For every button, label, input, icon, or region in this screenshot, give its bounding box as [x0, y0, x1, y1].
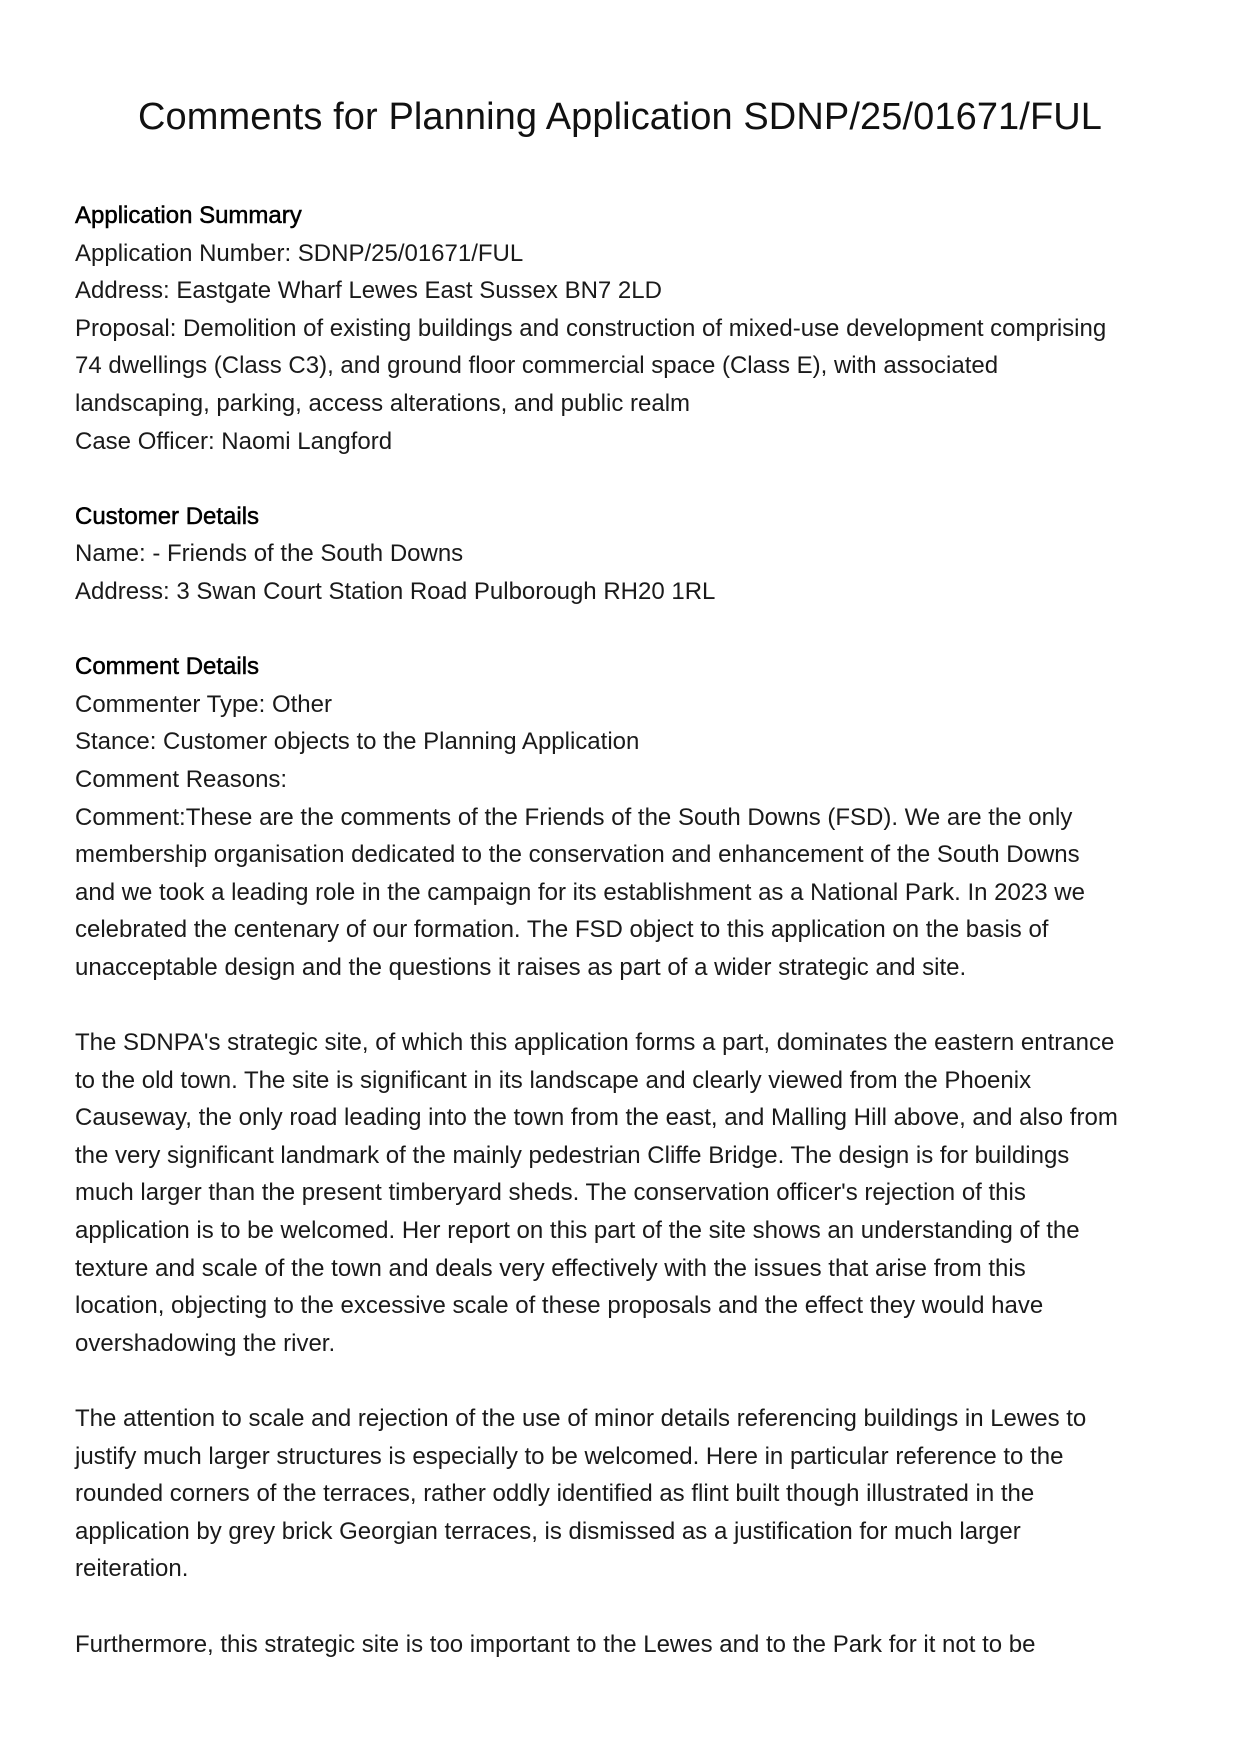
customer-details-section	[75, 498, 1175, 611]
comment-line: Furthermore, this strategic site is too important to the Lewes and to the Park for it not to be	[75, 1630, 1036, 1658]
comment-line: the very significant landmark of the mainly pedestrian Cliffe Bridge. The design is for buildings	[75, 1141, 1070, 1169]
document-body	[75, 197, 1175, 1701]
comment-paragraph	[75, 799, 1175, 987]
comment-line: Comment:These are the comments of the Friends of the South Downs (FSD). We are the only	[75, 803, 1073, 831]
proposal-line: landscaping, parking, access alterations, and public realm	[75, 389, 691, 417]
comment-line: much larger than the present timberyard sheds. The conservation officer's rejection of this	[75, 1179, 1026, 1207]
comment-line: to the old town. The site is significant in its landscape and clearly viewed from the Phoenix	[75, 1066, 1032, 1094]
comment-paragraph	[75, 1024, 1175, 1362]
case-officer: Case Officer: Naomi Langford	[75, 427, 393, 455]
application-number: Application Number: SDNP/25/01671/FUL	[75, 239, 524, 267]
commenter-type: Commenter Type: Other	[75, 690, 332, 718]
customer-details-heading: Customer Details	[75, 502, 260, 530]
customer-address: Address: 3 Swan Court Station Road Pulborough RH20 1RL	[75, 577, 716, 605]
customer-name: Name: - Friends of the South Downs	[75, 540, 464, 568]
comment-line: membership organisation dedicated to the conservation and enhancement of the South Downs	[75, 841, 1080, 869]
comment-line: overshadowing the river.	[75, 1329, 336, 1357]
comment-paragraph	[75, 1626, 1175, 1664]
comment-line: The SDNPA's strategic site, of which this application forms a part, dominates the eastern entrance	[75, 1029, 1115, 1057]
comment-paragraph	[75, 1400, 1175, 1588]
comment-line: rounded corners of the terraces, rather oddly identified as flint built though illustrated in the	[75, 1480, 1035, 1508]
comment-line: justify much larger structures is especially to be welcomed. Here in particular reference to the	[75, 1442, 1064, 1470]
page-title: Comments for Planning Application SDNP/25/01671/FUL	[137, 96, 1103, 138]
comment-line: reiteration.	[75, 1555, 189, 1583]
comment-line: application by grey brick Georgian terraces, is dismissed as a justification for much larger	[75, 1517, 1021, 1545]
comment-reasons: Comment Reasons:	[75, 765, 288, 793]
comment-line: application is to be welcomed. Her report on this part of the site shows an understanding of the	[75, 1217, 1080, 1245]
comment-line: location, objecting to the excessive scale of these proposals and the effect they would have	[75, 1292, 1044, 1320]
application-summary-section	[75, 197, 1175, 460]
proposal-line: 74 dwellings (Class C3), and ground floor commercial space (Class E), with associated	[75, 352, 999, 380]
comment-details-heading: Comment Details	[75, 653, 260, 681]
comment-line: Causeway, the only road leading into the town from the east, and Malling Hill above, and also from	[75, 1104, 1118, 1132]
comment-line: unacceptable design and the questions it raises as part of a wider strategic and site.	[75, 953, 967, 981]
application-summary-heading: Application Summary	[75, 202, 302, 229]
stance: Stance: Customer objects to the Planning Application	[75, 728, 640, 756]
application-address: Address: Eastgate Wharf Lewes East Sussex BN7 2LD	[75, 277, 662, 305]
comment-line: celebrated the centenary of our formation. The FSD object to this application on the basis of	[75, 916, 1049, 944]
comment-line: and we took a leading role in the campaign for its establishment as a National Park. In 2023 we	[75, 878, 1085, 906]
comment-line: The attention to scale and rejection of the use of minor details referencing buildings in Lewes to	[75, 1405, 1087, 1432]
comment-line: texture and scale of the town and deals very effectively with the issues that arise from this	[75, 1254, 1026, 1282]
proposal-line: Proposal: Demolition of existing buildings and construction of mixed-use development comprising	[75, 314, 1107, 342]
comment-details-section	[75, 648, 1175, 1663]
